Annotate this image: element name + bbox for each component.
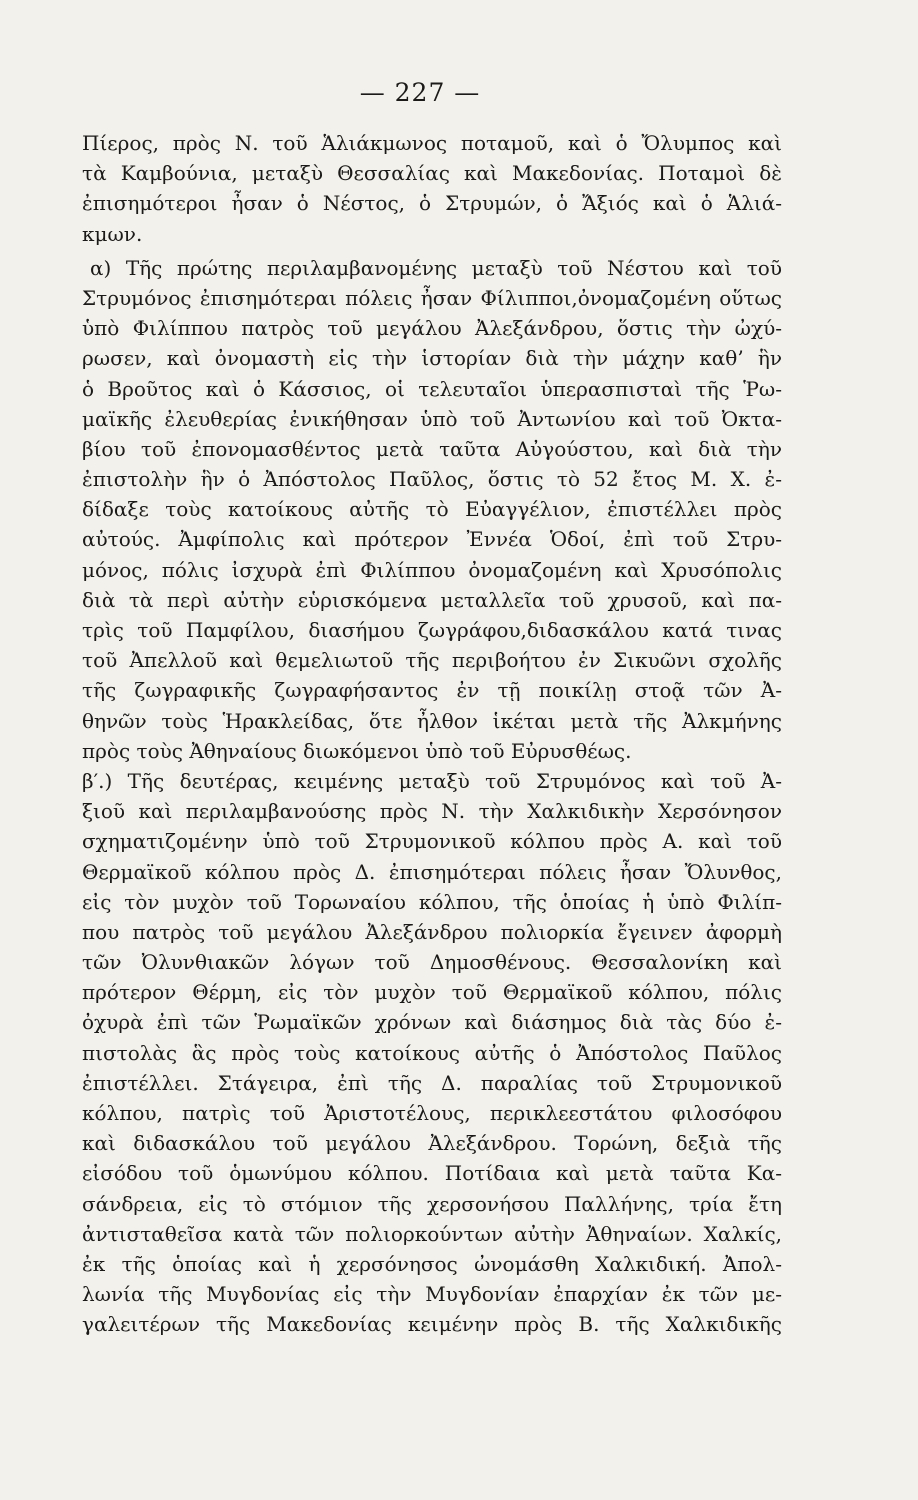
body-text [82, 128, 782, 1340]
text-line: ἐκ τῆς ὁποίας καὶ ἡ χερσόνησος ὠνομάσθη Χαλκιδική. Ἀπολ- [82, 1251, 782, 1276]
text-line: ἀντισταθεῖσα κατὰ τῶν πολιορκούντων αὐτὴν Ἀθηναίων. Χαλκίς, [82, 1221, 782, 1246]
text-line: πιστολὰς ἃς πρὸς τοὺς κατοίκους αὐτῆς ὁ Ἀπόστολος Παῦλος [82, 1040, 782, 1065]
text-line: ἐπισημότεροι ἦσαν ὁ Νέστος, ὁ Στρυμών, ὁ Ἄξιός καὶ ὁ Ἁλιά- [82, 191, 782, 216]
paragraph [82, 128, 782, 249]
text-line: λωνία τῆς Μυγδονίας εἰς τὴν Μυγδονίαν ἐπαρχίαν ἐκ τῶν με- [82, 1282, 782, 1307]
text-line: πρότερον Θέρμη, εἰς τὸν μυχὸν τοῦ Θερμαϊκοῦ κόλπου, πόλις [82, 980, 782, 1005]
text-line: ἐπιστέλλει. Στάγειρα, ἐπὶ τῆς Δ. παραλίας τοῦ Στρυμονικοῦ [82, 1070, 782, 1095]
text-line: θηνῶν τοὺς Ἡρακλείδας, ὅτε ἦλθον ἱκέται μετὰ τῆς Ἀλκμήνης [82, 708, 782, 733]
text-line: δίδαξε τοὺς κατοίκους αὐτῆς τὸ Εὐαγγέλιον, ἐπιστέλλει πρὸς [82, 497, 782, 522]
text-line: ὑπὸ Φιλίππου πατρὸς τοῦ μεγάλου Ἀλεξάνδρου, ὅστις τὴν ὠχύ- [82, 316, 782, 341]
text-line: ὁ Βροῦτος καὶ ὁ Κάσσιος, οἱ τελευταῖοι ὑπερασπισταὶ τῆς Ῥω- [82, 376, 782, 401]
text-line: ἐπιστολὴν ἣν ὁ Ἀπόστολος Παῦλος, ὅστις τὸ 52 ἔτος Μ. Χ. ἐ- [82, 467, 782, 492]
text-line: τοῦ Ἀπελλοῦ καὶ θεμελιωτοῦ τῆς περιβοήτου ἐν Σικυῶνι σχολῆς [82, 648, 782, 673]
page-number: — 227 — [359, 78, 481, 107]
text-line: τρὶς τοῦ Παμφίλου, διασήμου ζωγράφου,διδασκάλου κατά τινας [82, 618, 782, 642]
text-line: που πατρὸς τοῦ μεγάλου Ἀλεξάνδρου πολιορκία ἔγεινεν ἀφορμὴ [82, 919, 782, 944]
text-line: τῶν Ὀλυνθιακῶν λόγων τοῦ Δημοσθένους. Θεσσαλονίκη καὶ [82, 950, 782, 975]
text-line: διὰ τὰ περὶ αὐτὴν εὑρισκόμενα μεταλλεῖα τοῦ χρυσοῦ, καὶ πα- [82, 587, 782, 612]
text-line: ρωσεν, καὶ ὀνομαστὴ εἰς τὴν ἱστορίαν διὰ τὴν μάχην καθ’ ἣν [82, 346, 782, 371]
text-line: α) Τῆς πρώτης περιλαμβανομένης μεταξὺ τοῦ Νέστου καὶ τοῦ [90, 255, 782, 280]
text-line: βίου τοῦ ἐπονομασθέντος μετὰ ταῦτα Αὐγούστου, καὶ διὰ τὴν [82, 436, 782, 461]
text-line: ξιοῦ καὶ περιλαμβανούσης πρὸς Ν. τὴν Χαλκιδικὴν Χερσόνησον [82, 799, 782, 824]
text-line: μαϊκῆς ἐλευθερίας ἐνικήθησαν ὑπὸ τοῦ Ἀντωνίου καὶ τοῦ Ὀκτα- [82, 406, 782, 431]
text-line: Στρυμόνος ἐπισημότεραι πόλεις ἦσαν Φίλιπποι,ὀνομαζομένη οὕτως [82, 285, 782, 310]
text-line: πρὸς τοὺς Ἀθηναίους διωκόμενοι ὑπὸ τοῦ Εὐρυσθέως. [82, 738, 632, 763]
paragraph [82, 766, 782, 1340]
text-line: ὀχυρὰ ἐπὶ τῶν Ῥωμαϊκῶν χρόνων καὶ διάσημος διὰ τὰς δύο ἐ- [82, 1010, 782, 1035]
text-line: αὐτούς. Ἀμφίπολις καὶ πρότερον Ἐννέα Ὁδοί, ἐπὶ τοῦ Στρυ- [82, 527, 782, 552]
text-line: γαλειτέρων τῆς Μακεδονίας κειμένην πρὸς Β. τῆς Χαλκιδικῆς [82, 1312, 782, 1337]
text-line: μόνος, πόλις ἰσχυρὰ ἐπὶ Φιλίππου ὀνομαζομένη καὶ Χρυσόπολις [82, 557, 782, 582]
text-line: σχηματιζομένην ὑπὸ τοῦ Στρυμονικοῦ κόλπου πρὸς Α. καὶ τοῦ [82, 829, 782, 854]
text-line: τὰ Καμβούνια, μεταξὺ Θεσσαλίας καὶ Μακεδονίας. Ποταμοὶ δὲ [82, 161, 782, 186]
text-line: κόλπου, πατρὶς τοῦ Ἀριστοτέλους, περικλεεστάτου φιλοσόφου [82, 1101, 782, 1125]
text-line: εἰς τὸν μυχὸν τοῦ Τορωναίου κόλπου, τῆς ὁποίας ἡ ὑπὸ Φιλίπ- [82, 889, 782, 914]
text-line: Πίερος, πρὸς Ν. τοῦ Ἁλιάκμωνος ποταμοῦ, καὶ ὁ Ὄλυμπος καὶ [82, 131, 782, 155]
text-line: Θερμαϊκοῦ κόλπου πρὸς Δ. ἐπισημότεραι πόλεις ἦσαν Ὄλυνθος, [82, 859, 782, 884]
paragraph [82, 253, 782, 766]
text-line: καὶ διδασκάλου τοῦ μεγάλου Ἀλεξάνδρου. Τορώνη, δεξιὰ τῆς [82, 1131, 782, 1156]
text-line: τῆς ζωγραφικῆς ζωγραφήσαντος ἐν τῇ ποικίλῃ στοᾷ τῶν Ἀ- [82, 678, 782, 703]
text-line: κμων. [82, 221, 143, 246]
text-line: σάνδρεια, εἰς τὸ στόμιον τῆς χερσονήσου Παλλήνης, τρία ἔτη [82, 1191, 782, 1216]
text-line: β′.) Τῆς δευτέρας, κειμένης μεταξὺ τοῦ Στρυμόνος καὶ τοῦ Ἀ- [82, 768, 782, 793]
text-line: εἰσόδου τοῦ ὁμωνύμου κόλπου. Ποτίδαια καὶ μετὰ ταῦτα Κα- [82, 1161, 782, 1186]
